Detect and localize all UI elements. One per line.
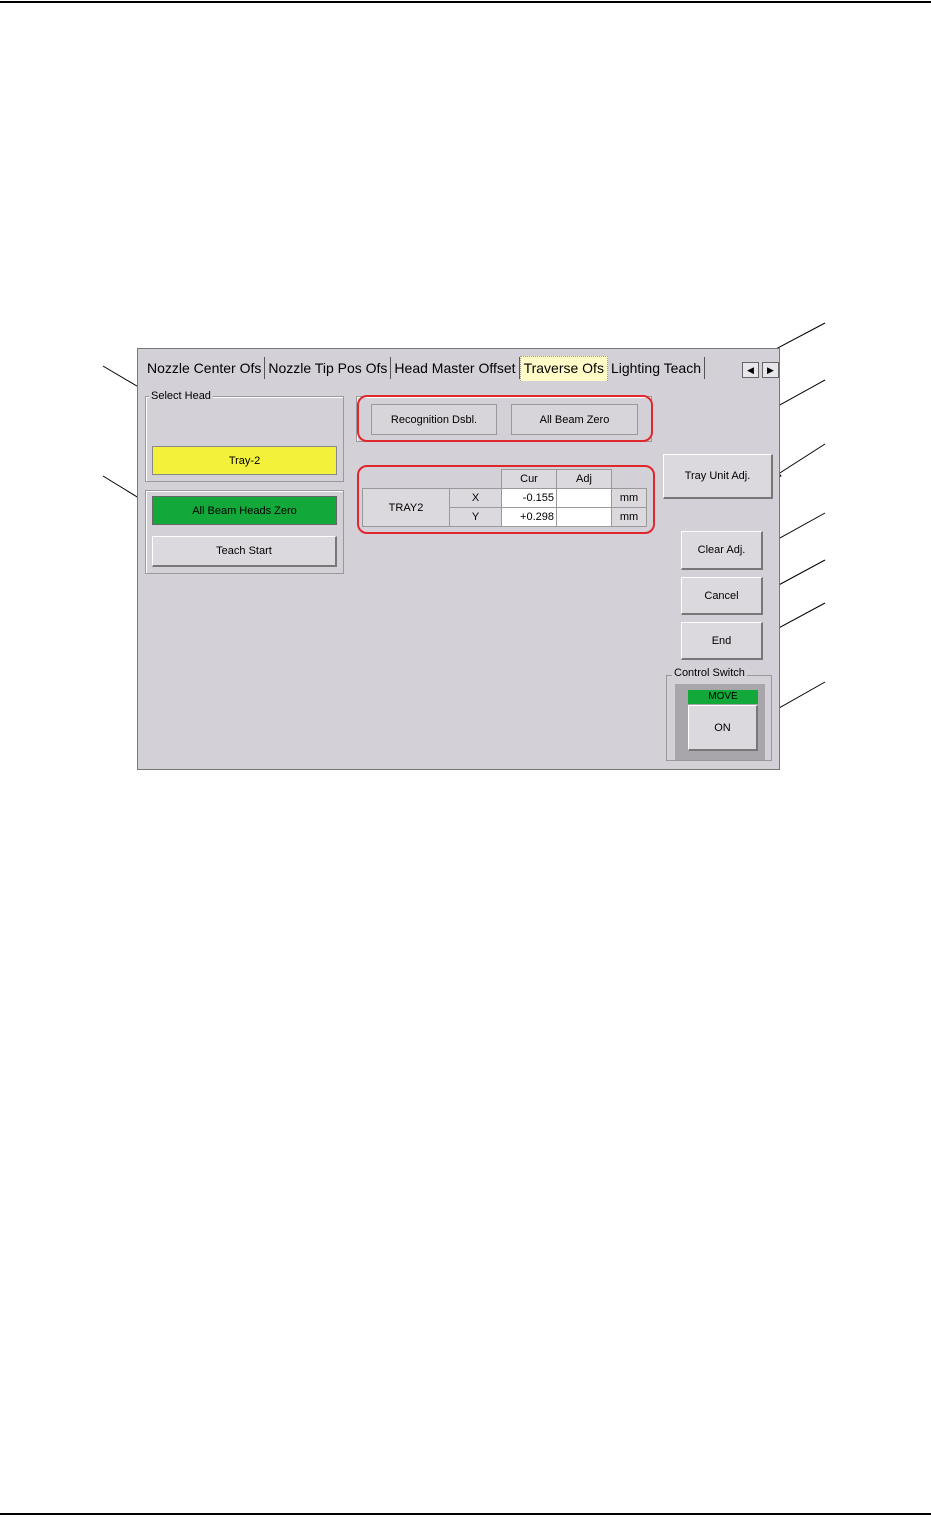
tab-nozzle-tip-pos-ofs[interactable]: Nozzle Tip Pos Ofs	[265, 357, 391, 379]
tray-unit-adj-button[interactable]: Tray Unit Adj.	[663, 454, 773, 499]
arrow-left-icon[interactable]: ◀	[742, 362, 759, 378]
unit-x-label: mm	[612, 489, 647, 508]
clear-adj-button[interactable]: Clear Adj.	[681, 531, 763, 570]
cancel-button[interactable]: Cancel	[681, 577, 763, 615]
callout-highlight-table	[357, 465, 655, 534]
callout-highlight-recognition	[357, 395, 653, 442]
teach-start-button[interactable]: Teach Start	[152, 536, 337, 567]
recognition-dsbl-button[interactable]: Recognition Dsbl.	[371, 404, 497, 435]
control-switch-on-button[interactable]: ON	[688, 705, 758, 751]
tab-bar	[144, 357, 705, 381]
select-head-label: Select Head	[151, 390, 211, 402]
end-button[interactable]: End	[681, 622, 763, 660]
axis-x-label: X	[450, 489, 502, 508]
tab-lighting-teach[interactable]: Lighting Teach	[608, 357, 705, 379]
control-switch-group	[666, 675, 772, 761]
traverse-offset-screen	[137, 348, 780, 770]
cur-x-value: -0.155	[502, 489, 557, 508]
row-label-tray2: TRAY2	[363, 489, 450, 527]
move-status-indicator: MOVE	[688, 690, 758, 704]
unit-y-label: mm	[612, 508, 647, 527]
adj-header: Adj	[557, 470, 612, 489]
all-beam-zero-button[interactable]: All Beam Zero	[511, 404, 638, 435]
all-beam-heads-zero-button[interactable]: All Beam Heads Zero	[152, 496, 337, 525]
cur-header: Cur	[502, 470, 557, 489]
control-switch-frame	[675, 684, 765, 760]
selected-head-button[interactable]: Tray-2	[152, 446, 337, 475]
tab-nozzle-center-ofs[interactable]: Nozzle Center Ofs	[144, 357, 265, 379]
tab-traverse-ofs[interactable]: Traverse Ofs	[520, 356, 608, 381]
control-switch-label: Control Switch	[674, 667, 745, 679]
axis-y-label: Y	[450, 508, 502, 527]
arrow-right-icon[interactable]: ▶	[762, 362, 779, 378]
cur-y-value: +0.298	[502, 508, 557, 527]
tab-head-master-offset[interactable]: Head Master Offset	[391, 357, 519, 379]
